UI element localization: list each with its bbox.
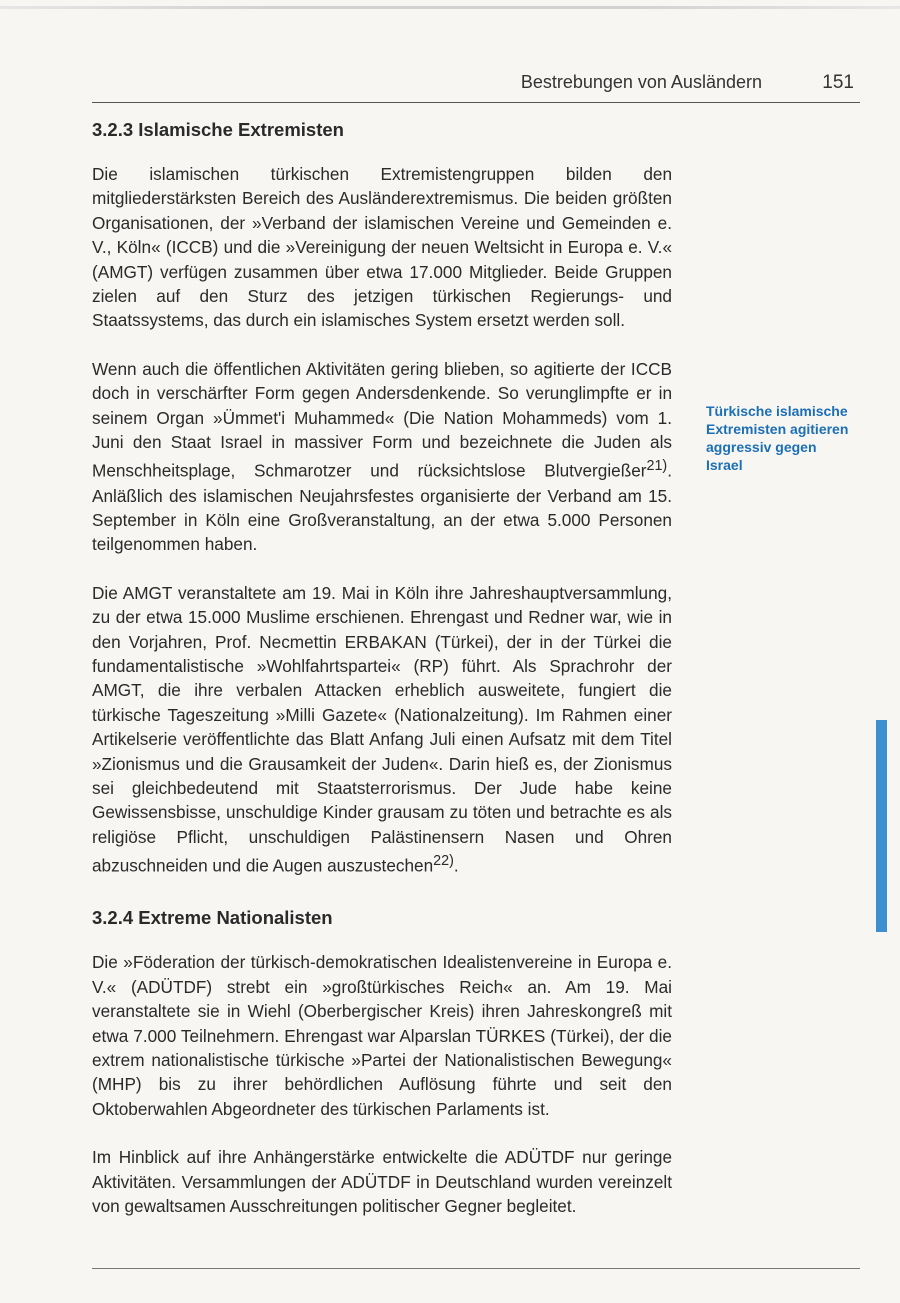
- footnote-ref-21: 21): [646, 458, 668, 475]
- section-heading-islamische-extremisten: 3.2.3 Islamische Extremisten: [92, 119, 344, 140]
- page-number: 151: [822, 72, 854, 93]
- paragraph-organisations: Die islamischen türkischen Extremistengruppen bilden den mitgliederstärksten Bereich des Ausländerextremismus. Die beiden größten Organisationen, der »Verband der islamischen Vereine und Gemeinden e. V., Köln« (ICCB) und die »Vereinigung der neuen Weltsicht in Europa e. V.« (AMGT) verfügen zusammen über etwa 17.000 Mitglieder. Beide Gruppen zielen auf den Sturz des jetzigen türkischen Regierungs- und Staatssystems, das durch ein islamisches System ersetzt werden soll.: [92, 164, 672, 331]
- footnote-ref-22: 22): [433, 853, 454, 870]
- section-heading-extreme-nationalisten: 3.2.4 Extreme Nationalisten: [92, 907, 333, 929]
- paragraph-adutdf: Die »Föderation der türkisch-demokratischen Idealistenvereine in Europa e. V.« (ADÜTDF) strebt ein »großtürkisches Reich« an. Am 19. Mai veranstaltete sie in Wiehl (Oberbergischer Kreis) ihren Jahreskongreß mit etwa 7.000 Teilnehmern. Ehrengast war Alparslan TÜRKES (Türkei), der die extrem nationalistische türkische »Partei der Nationalistischen Bewegung« (MHP) bis zu ihrer behördlichen Auflösung führte und seit den Oktoberwahlen Abgeordneter des türkischen Parlaments ist.: [92, 952, 672, 1119]
- bottom-rule: [92, 1268, 860, 1269]
- page-header: [92, 72, 860, 103]
- paragraph-adutdf-activities: Im Hinblick auf ihre Anhängerstärke entwickelte die ADÜTDF nur geringe Aktivitäten. Versammlungen der ADÜTDF in Deutschland wurden vereinzelt von gewaltsamen Ausschreitungen politischer Gegner begleitet.: [92, 1147, 672, 1217]
- paragraph-iccb-text-2: . Anläßlich des islamischen Neujahrsfestes organisierte der Verband am 15. September in Köln eine Großveranstaltung, an der etwa 5.000 Personen teilgenommen haben.: [92, 461, 672, 555]
- paragraph-amgt-text: Die AMGT veranstaltete am 19. Mai in Köln ihre Jahreshauptversammlung, zu der etwa 15.000 Muslime erschienen. Ehrengast und Redner war, wie in den Vorjahren, Prof. Necmettin ERBAKAN (Türkei), der in der Türkei die fundamentalistische »Wohlfahrtspartei« (RP) führt. Als Sprachrohr der AMGT, die ihre verbalen Attacken erheblich ausweitete, fungiert die türkische Tageszeitung »Milli Gazete« (Nationalzeitung). Im Rahmen einer Artikelserie veröffentlichte das Blatt Anfang Juli einen Aufsatz mit dem Titel »Zionismus und die Grausamkeit der Juden«. Darin hieß es, der Zionismus sei gleichbedeutend mit Staatsterrorismus. Der Jude habe keine Gewissensbisse, unschuldige Kinder grausam zu töten und betrachte es als religiöse Pflicht, unschuldigen Palästinensern Nasen und Ohren abzuschneiden und die Augen auszustechen: [92, 582, 672, 877]
- paragraph-amgt-end: .: [453, 856, 459, 877]
- running-head: Bestrebungen von Ausländern: [520, 72, 762, 92]
- main-column: [92, 118, 672, 1219]
- side-marker-bar: [876, 720, 887, 932]
- margin-note: Türkische islamische Extremisten agitieren aggressiv gegen Israel: [706, 403, 849, 473]
- top-rule: [0, 6, 900, 9]
- paragraph-iccb-text: Wenn auch die öffentlichen Aktivitäten gering blieben, so agitierte der ICCB doch in verschärfter Form gegen Andersdenkende. So verunglimpfte er in seinem Organ »Ümmet'i Muhammed« (Die Nation Mohammeds) vom 1. Juni den Staat Israel in massiver Form und bezeichnete die Juden als Menschheitsplage, Schmarotzer und rücksichtslose Blutvergießer: [92, 358, 672, 482]
- paragraph-amgt: [92, 581, 672, 879]
- paragraph-iccb: [92, 357, 672, 557]
